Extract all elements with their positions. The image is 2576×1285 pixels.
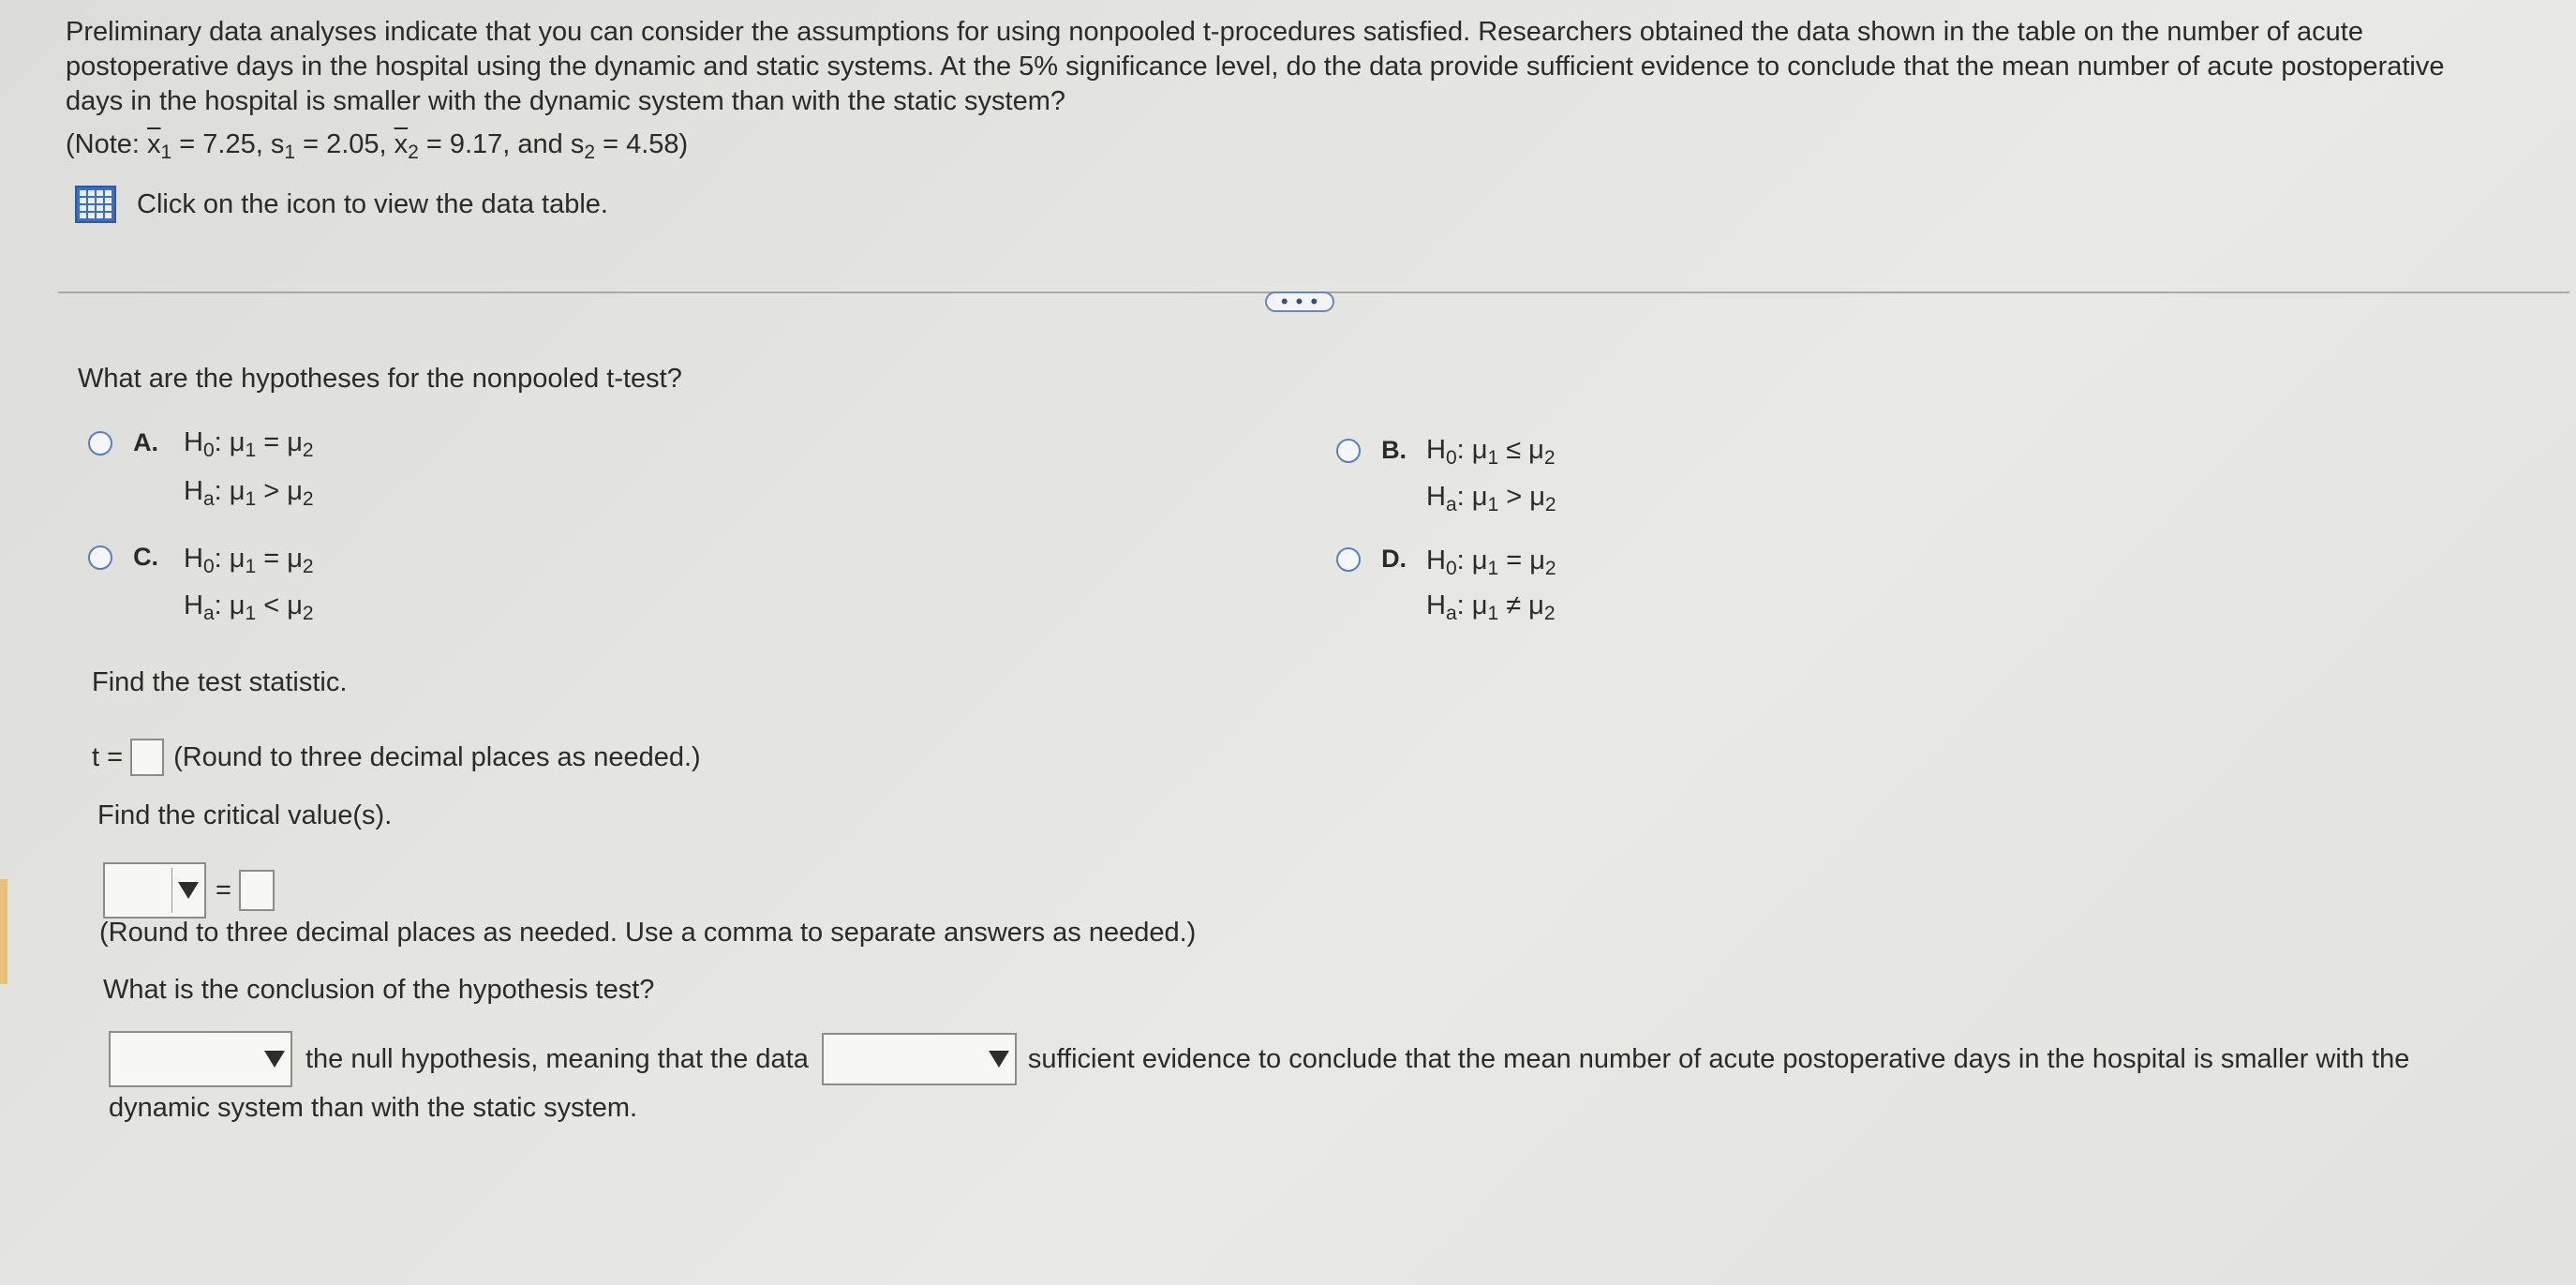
data-table-link[interactable]: [75, 186, 608, 223]
chevron-down-icon: [178, 882, 199, 899]
test-statistic-prompt: Find the test statistic.: [92, 667, 348, 697]
critical-value-prompt: Find the critical value(s).: [97, 800, 393, 830]
critical-equals: =: [216, 874, 231, 905]
hypotheses-question: What are the hypotheses for the nonpooled t-test?: [78, 364, 682, 394]
conclusion-mid-text: the null hypothesis, meaning that the data: [305, 1043, 809, 1074]
option-a[interactable]: A.: [88, 427, 158, 458]
option-d-h0: $H_0$: $\mu_1 = \mu_2$: [1426, 545, 1556, 579]
radio-d[interactable]: [1336, 547, 1361, 572]
conclusion-row: [109, 1031, 2409, 1087]
option-d[interactable]: D.: [1336, 544, 1407, 575]
more-options-button[interactable]: • • •: [1265, 291, 1334, 312]
chevron-down-icon: [264, 1051, 285, 1068]
radio-a[interactable]: [88, 431, 112, 456]
conclusion-end-text: sufficient evidence to conclude that the mean number of acute postoperative days in the hospital is smaller with the: [1027, 1043, 2410, 1074]
option-c[interactable]: C.: [88, 542, 158, 573]
left-accent-bar: [0, 879, 7, 984]
option-b-h0: $H_0$: $\mu_1 \le \mu_2$: [1426, 435, 1556, 469]
evidence-dropdown[interactable]: [822, 1033, 1017, 1085]
summary-stats-note: (Note: $\overline{x}_1 = 7.25$, $s_1 = 2.05$, $\overline{x}_2 = 9.17$, and $s_2 = 4.58$): [66, 129, 689, 163]
data-table-icon[interactable]: [75, 186, 116, 223]
t-input[interactable]: [130, 739, 164, 776]
critical-value-hint: (Round to three decimal places as needed. Use a comma to separate answers as needed.): [99, 918, 1197, 948]
radio-c[interactable]: [88, 545, 112, 570]
question-line-3: days in the hospital is smaller with the dynamic system than with the static system?: [66, 86, 1065, 116]
chevron-down-icon: [989, 1051, 1009, 1068]
critical-value-row: [103, 862, 275, 919]
t-label: t =: [92, 741, 124, 772]
conclusion-prompt: What is the conclusion of the hypothesis test?: [103, 975, 655, 1005]
radio-b[interactable]: [1336, 439, 1361, 463]
critical-value-input[interactable]: [239, 870, 275, 911]
question-line-1: Preliminary data analyses indicate that you can consider the assumptions for using nonpooled t-procedures satisfied. Researchers obtained the data shown in the table on the number of acute: [66, 17, 2363, 47]
option-b[interactable]: B.: [1336, 435, 1407, 466]
option-b-ha: $H_a$: $\mu_1 > \mu_2$: [1426, 482, 1556, 515]
option-d-ha: $H_a$: $\mu_1 \ne \mu_2$: [1426, 590, 1556, 624]
test-statistic-row: [92, 739, 701, 776]
question-line-2: postoperative days in the hospital using the dynamic and static systems. At the 5% significance level, do the data provide sufficient evidence to conclude that the mean number of acute postoperative: [66, 52, 2445, 82]
t-hint: (Round to three decimal places as needed.): [173, 741, 701, 772]
question-text: [66, 15, 2558, 119]
reject-decision-dropdown[interactable]: [109, 1031, 292, 1087]
conclusion-line-2: dynamic system than with the static system.: [109, 1093, 638, 1123]
option-c-h0: $H_0$: $\mu_1 = \mu_2$: [184, 544, 314, 577]
option-a-ha: $H_a$: $\mu_1 > \mu_2$: [184, 476, 314, 510]
option-a-h0: $H_0$: $\mu_1 = \mu_2$: [184, 427, 314, 461]
data-table-link-text[interactable]: Click on the icon to view the data table.: [137, 188, 608, 219]
critical-value-symbol-dropdown[interactable]: [103, 862, 206, 919]
option-c-ha: $H_a$: $\mu_1 < \mu_2$: [184, 590, 314, 624]
